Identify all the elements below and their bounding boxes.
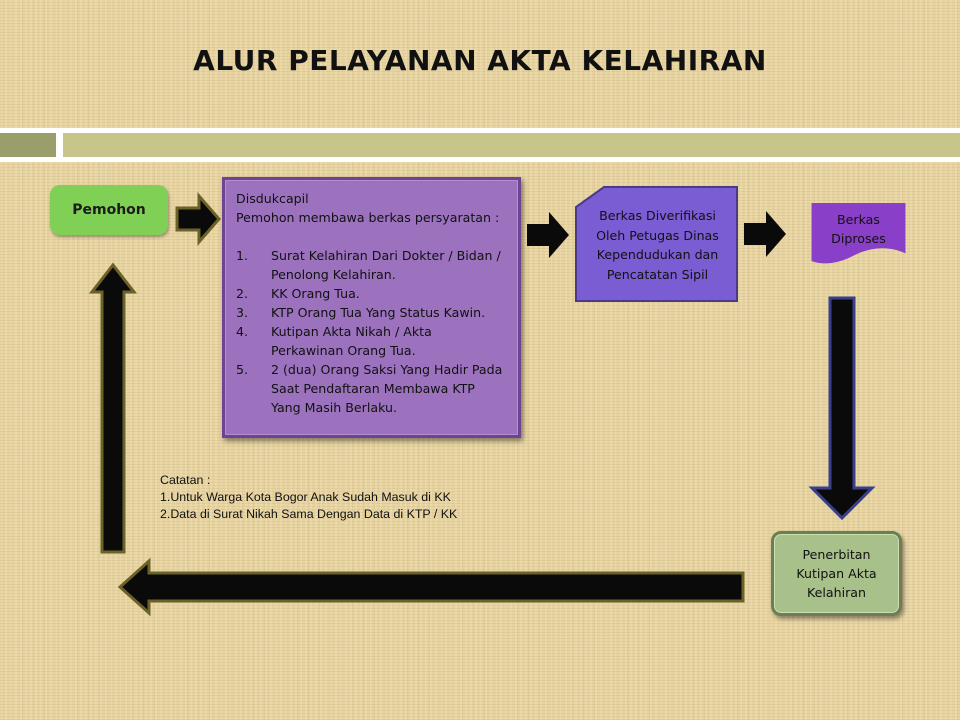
note-item: 2.Data di Surat Nikah Sama Dengan Data di KTP / KK (160, 507, 458, 521)
disdukcapil-intro: Pemohon membawa berkas persyaratan : (236, 210, 500, 225)
arrow-down-to-issuance (808, 296, 876, 522)
processed-box: Berkas Diproses (831, 212, 886, 246)
arrow-up-to-applicant (89, 262, 137, 556)
requirement-item: 1. Surat Kelahiran Dari Dokter / Bidan / Penolong Kelahiran. (236, 248, 501, 282)
notes-heading: Catatan : (160, 473, 211, 487)
requirement-item: 2. KK Orang Tua. (236, 286, 360, 301)
arrow-applicant-to-disdukcapil (175, 194, 221, 244)
requirement-item: 4. Kutipan Akta Nikah / Akta Perkawinan Orang Tua. (236, 324, 432, 358)
requirement-item: 5. 2 (dua) Orang Saksi Yang Hadir Pada Saat Pendaftaran Membawa KTP Yang Masih Berlaku. (236, 362, 503, 415)
arrow-verification-to-processed (742, 209, 788, 259)
issuance-box: Penerbitan Kutipan Akta Kelahiran (771, 531, 902, 616)
disdukcapil-header: Disdukcapil (236, 191, 309, 206)
arrow-disdukcapil-to-verification (525, 210, 571, 260)
arrow-left-to-return (117, 558, 747, 616)
notes (160, 472, 457, 523)
note-item: 1.Untuk Warga Kota Bogor Anak Sudah Masuk di KK (160, 490, 451, 504)
header-band-left-segment (0, 133, 56, 157)
applicant-box: Pemohon (50, 185, 168, 235)
verification-box: Berkas Diverifikasi Oleh Petugas Dinas Kependudukan dan Pencatatan Sipil (596, 208, 719, 282)
disdukcapil-requirements-box (222, 177, 521, 438)
header-band-right-segment (63, 133, 960, 157)
slide-title: ALUR PELAYANAN AKTA KELAHIRAN (193, 44, 767, 77)
requirements-list (236, 246, 508, 417)
requirement-item: 3. KTP Orang Tua Yang Status Kawin. (236, 305, 486, 320)
